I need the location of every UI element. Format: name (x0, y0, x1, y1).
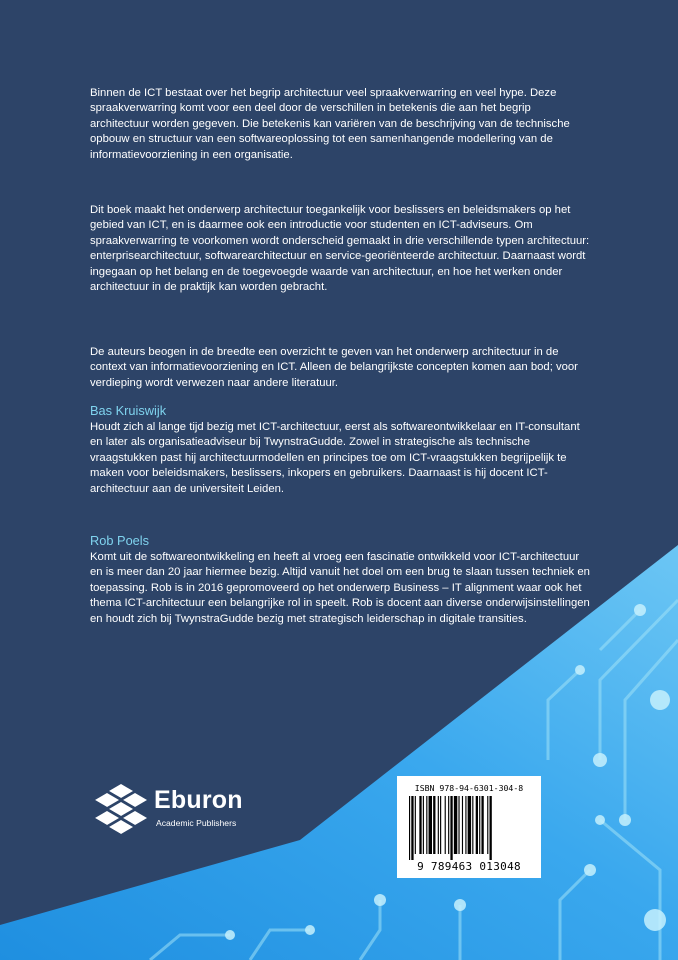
barcode-icon (409, 796, 529, 860)
paragraph-text: Binnen de ICT bestaat over het begrip architectuur veel spraakverwarring en veel hype. Deze spraakverwarring komt voor een deel door de verschillen in betekenis die aan het begrip architectuur worden gegeven. Die betekenis kan variëren van de beschrijving van de technische opbouw en structuur van een softwareoplossing tot een samenhangende modellering van de informatievoorziening in een organisatie. (90, 87, 570, 161)
intro-paragraph-1 (90, 86, 590, 163)
intro-paragraph-3 (90, 345, 590, 391)
intro-paragraph-2 (90, 203, 590, 295)
paragraph-text: De auteurs beogen in de breedte een overzicht te geven van het onderwerp architectuur in de context van informatievoorziening en ICT. Alleen de belangrijkste concepten komen aan bod; voor verdieping wordt verwezen naar andere literatuur. (90, 346, 578, 389)
ean-digits: 9 789463 013048 (417, 860, 521, 873)
author-bio-kruiswijk (90, 420, 590, 497)
publisher-logo (92, 780, 292, 840)
publisher-subtitle: Academic Publishers (156, 818, 237, 828)
publisher-name: Eburon (154, 786, 243, 814)
author-name-poels: Rob Poels (90, 533, 150, 548)
bio-text: Komt uit de softwareontwikkeling en heeft al vroeg een fascinatie ontwikkeld voor ICT-architectuur en is meer dan 20 jaar hiermee bezig. Altijd vanuit het doel om een brug te slaan tussen techniek en toepassing. Rob is in 2016 gepromoveerd op het onderwerp Business – IT alignment waar ook het thema ICT-architectuur een belangrijke rol in speelt. Rob is docent aan diverse onderwijsinstellingen en houdt zich bij TwynstraGudde bezig met strategisch leiderschap in digitale transities. (90, 551, 590, 625)
isbn-barcode (397, 776, 541, 878)
isbn-label: ISBN 978-94-6301-304-8 (414, 783, 524, 793)
stacked-books-logo-icon (92, 782, 150, 838)
paragraph-text: Dit boek maakt het onderwerp architectuur toegankelijk voor beslissers en beleidsmakers op het gebied van ICT, en is daarmee ook een introductie voor studenten en ICT-adviseurs. Om spraakverwarring te voorkomen wordt onderscheid gemaakt in drie verschillende typen architectuur: enterprisearchitectuur, softwarearchitectuur en service-georiënteerde architectuur. Daarnaast wordt ingegaan op het belang en de toegevoegde waarde van architectuur, en hoe het werken onder architectuur in de praktijk kan worden gebracht. (90, 204, 590, 294)
author-bio-poels (90, 550, 590, 627)
author-name-kruiswijk: Bas Kruiswijk (90, 403, 167, 418)
bio-text: Houdt zich al lange tijd bezig met ICT-architectuur, eerst als softwareontwikkelaar en IT-consultant en later als organisatieadviseur bij TwynstraGudde. Zowel in strategische als technische vraagstukken past hij architectuurmodellen en principes toe om ICT-vraagstukken begrijpelijk te maken voor beleidsmakers, beslissers, inkopers en gebruikers. Daarnaast is hij docent ICT-architectuur aan de universiteit Leiden. (90, 421, 580, 495)
